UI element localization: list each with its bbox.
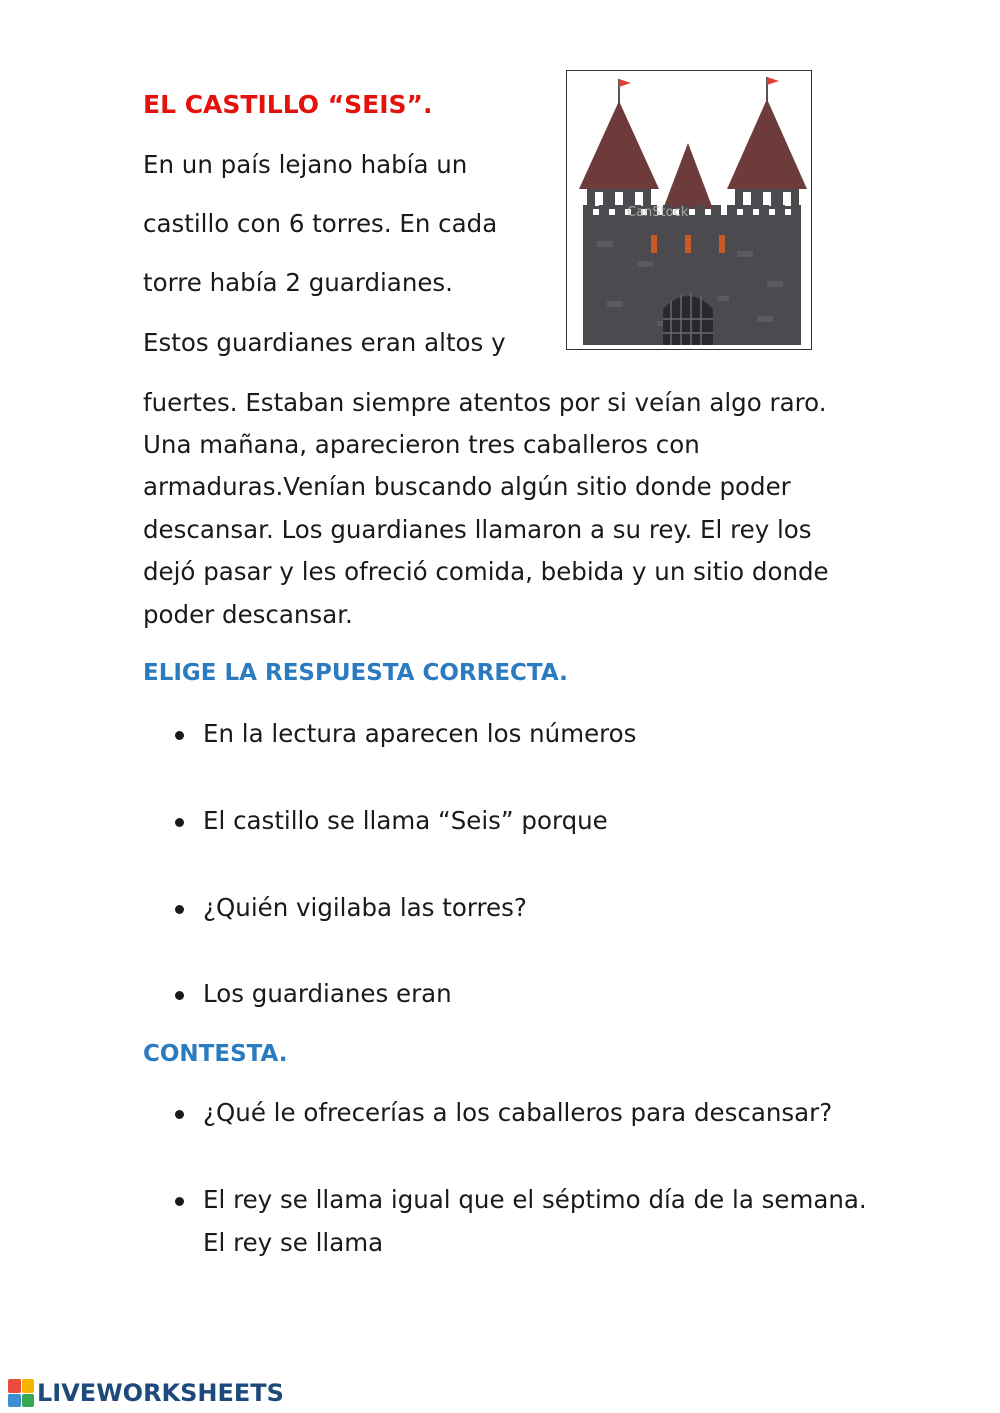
- question-item: Los guardianes eran: [203, 979, 452, 1008]
- castle-image: [566, 70, 812, 350]
- worksheet-title: EL CASTILLO “SEIS”.: [143, 90, 433, 119]
- question-item: En la lectura aparecen los números: [203, 719, 637, 748]
- story-line: fuertes. Estaban siempre atentos por si veían algo raro.: [143, 388, 827, 417]
- bullet-icon: [175, 1197, 184, 1206]
- story-line: En un país lejano había un: [143, 150, 468, 179]
- story-line: dejó pasar y les ofreció comida, bebida y un sitio donde: [143, 557, 829, 586]
- question-item: ¿Quién vigilaba las torres?: [203, 893, 527, 922]
- bullet-icon: [175, 905, 184, 914]
- bullet-icon: [175, 991, 184, 1000]
- footer-brand-text: LIVEWORKSHEETS: [37, 1379, 284, 1407]
- section-heading-choose: ELIGE LA RESPUESTA CORRECTA.: [143, 660, 568, 686]
- bullet-icon: [175, 731, 184, 740]
- section-heading-answer: CONTESTA.: [143, 1041, 288, 1067]
- story-line: castillo con 6 torres. En cada: [143, 209, 498, 238]
- flag-icon: [767, 77, 779, 85]
- flag-icon: [619, 79, 631, 87]
- tower-roof: [579, 101, 659, 189]
- liveworksheets-logo-icon: [8, 1379, 34, 1407]
- question-item: El rey se llama igual que el séptimo día de la semana.: [203, 1185, 867, 1214]
- story-line: torre había 2 guardianes.: [143, 268, 453, 297]
- bullet-icon: [175, 818, 184, 827]
- question-item-continuation: El rey se llama: [203, 1228, 384, 1257]
- question-item: ¿Qué le ofrecerías a los caballeros para descansar?: [203, 1098, 833, 1127]
- story-line: poder descansar.: [143, 600, 353, 629]
- bullet-icon: [175, 1110, 184, 1119]
- castle-illustration: [567, 71, 811, 349]
- question-item: El castillo se llama “Seis” porque: [203, 806, 608, 835]
- story-line: Una mañana, aparecieron tres caballeros con: [143, 430, 700, 459]
- story-line: armaduras.Venían buscando algún sitio donde poder: [143, 472, 791, 501]
- story-line: Estos guardianes eran altos y: [143, 328, 506, 357]
- story-line: descansar. Los guardianes llamaron a su rey. El rey los: [143, 515, 812, 544]
- tower-roof: [663, 143, 713, 209]
- tower-roof: [727, 99, 807, 189]
- image-watermark: CanStock: [627, 205, 689, 220]
- footer-brand: [8, 1379, 284, 1407]
